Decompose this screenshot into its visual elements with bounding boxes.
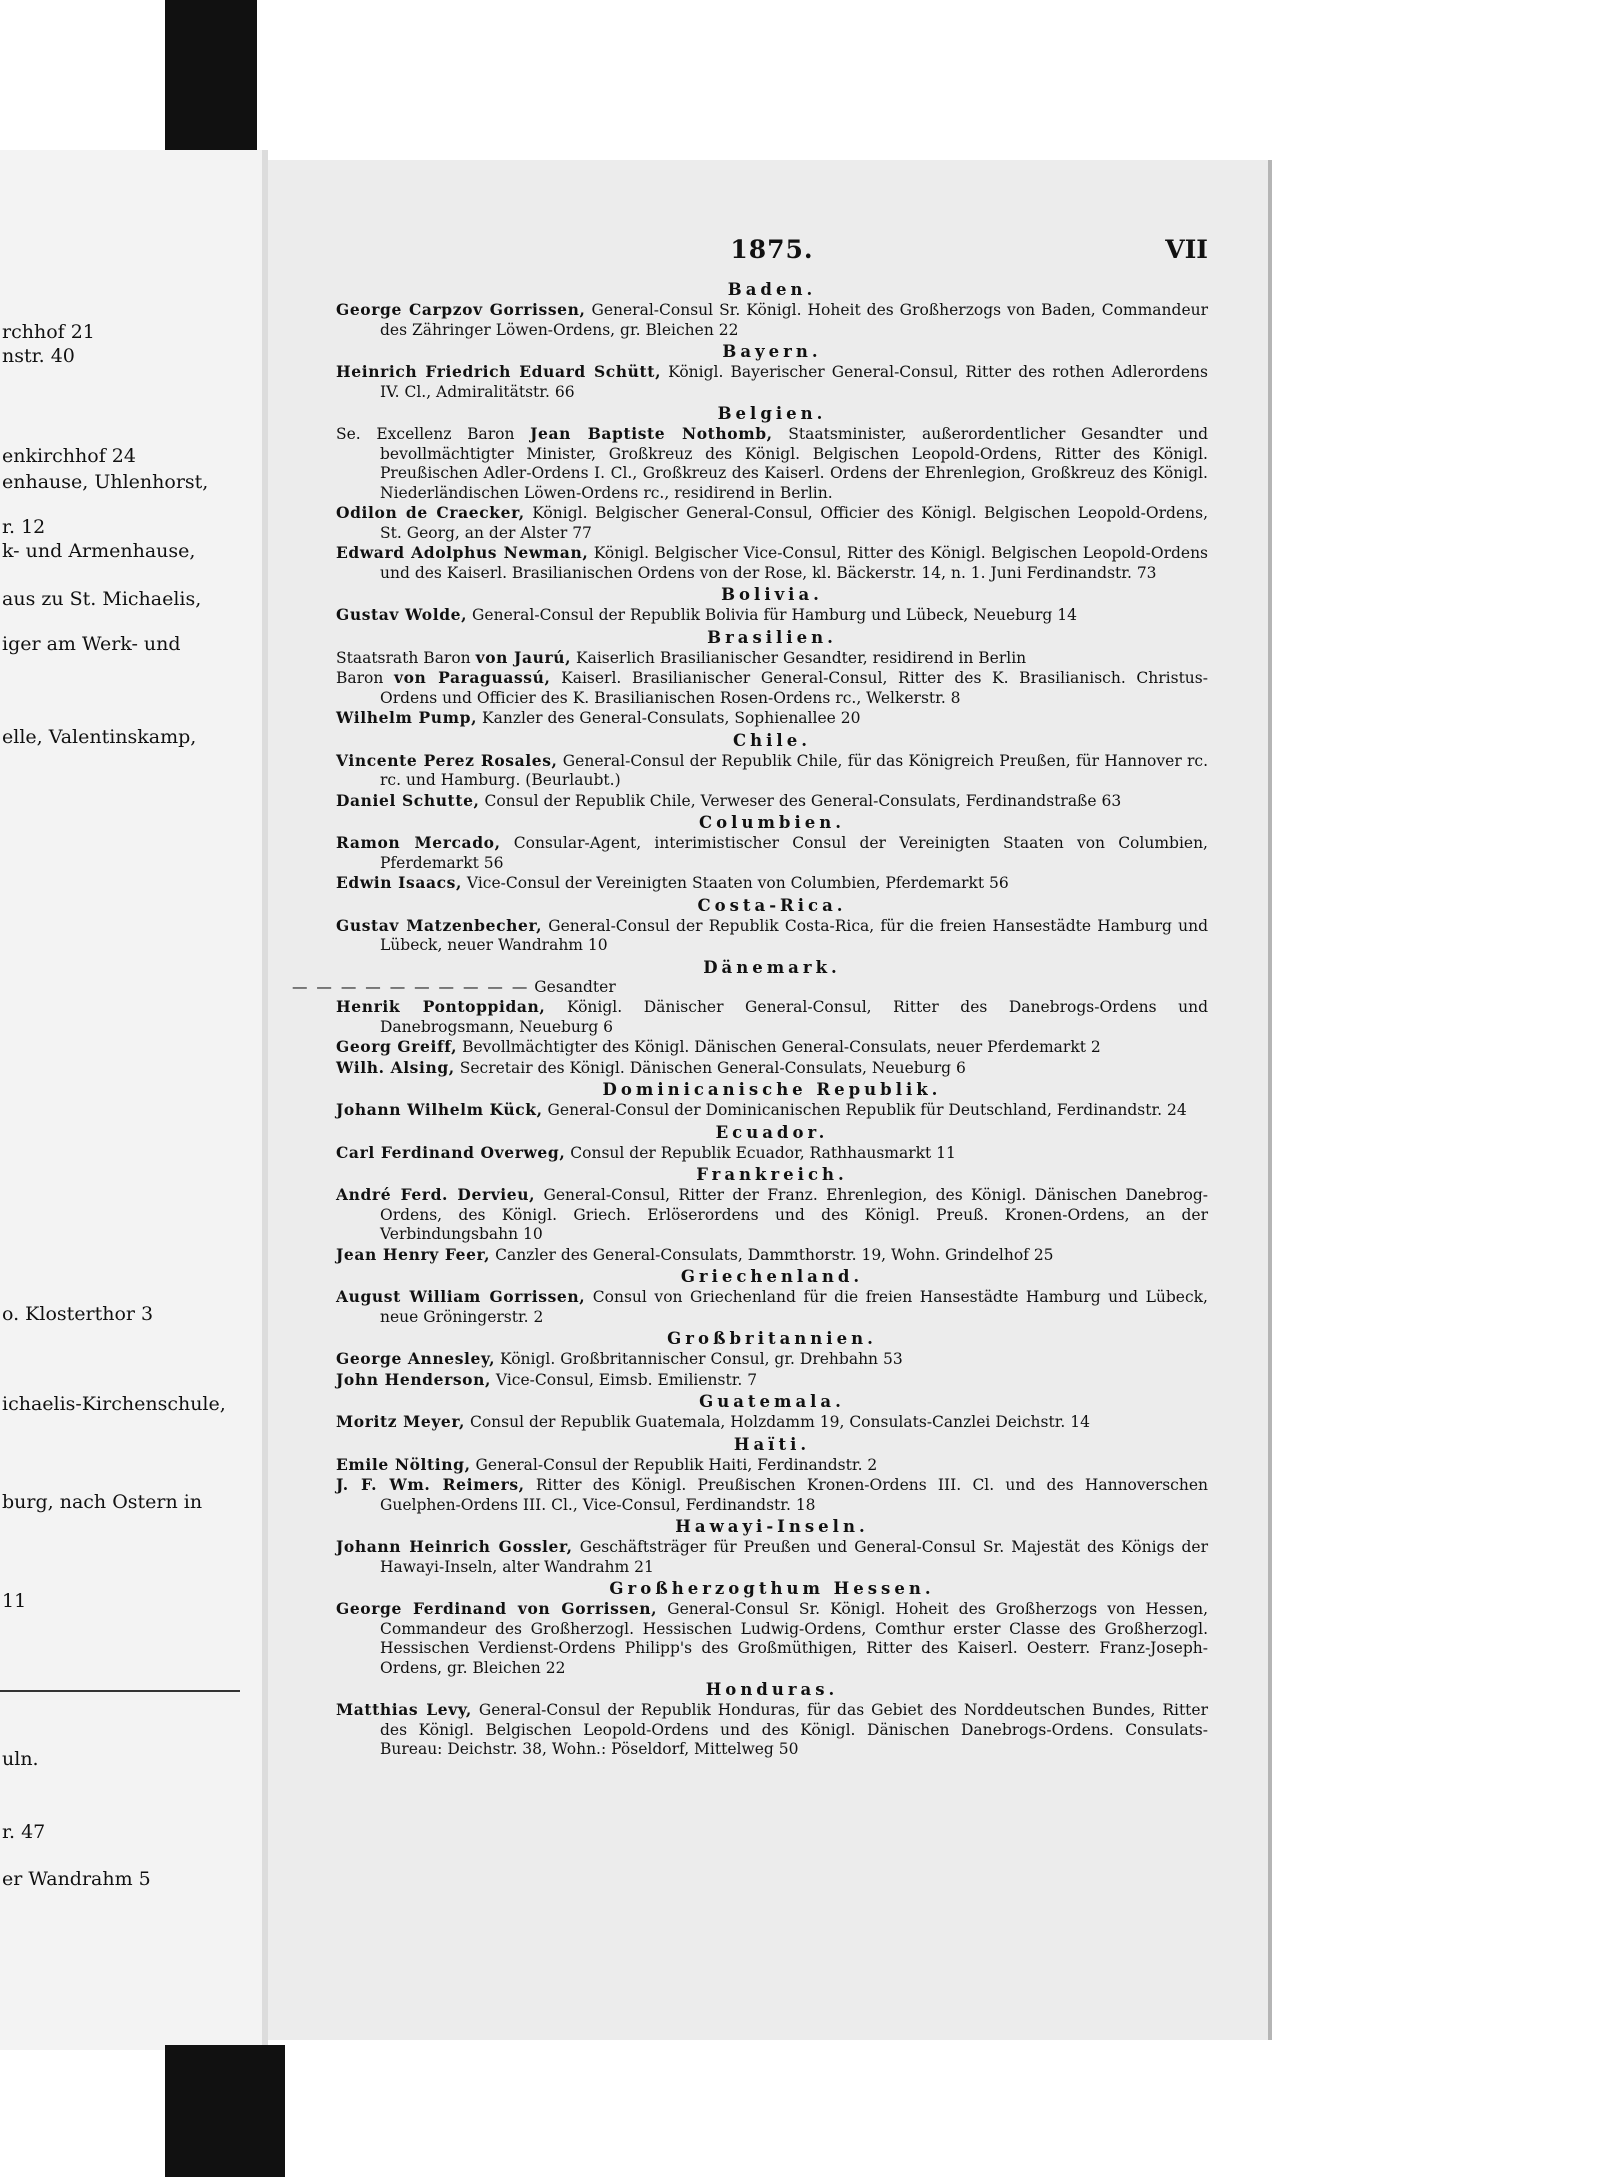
consul-details: Kaiserl. Brasilianischer General-Consul, Ritter des K. Brasilianisch. Christus-Ordens und Officier des K. Brasilianischen Rosen-Ordens rc., Welkerstr. 8	[380, 669, 1208, 707]
country-heading: Bolivia.	[721, 585, 823, 604]
consul-details: Geschäftsträger für Preußen und General-Consul Sr. Majestät des Königs der Hawayi-Inseln, alter Wandrahm 21	[380, 1538, 1208, 1576]
consul-entry	[336, 1287, 1208, 1327]
consul-entry	[336, 1100, 1208, 1121]
consul-name: Odilon de Craecker,	[336, 503, 525, 522]
consul-name: Jean Baptiste Nothomb,	[530, 424, 773, 443]
consul-name: Gustav Matzenbecher,	[336, 915, 543, 935]
left-line: iger am Werk- und	[2, 633, 181, 655]
country-heading: Costa-Rica.	[697, 895, 847, 915]
consul-name: Georg Greiff,	[336, 1037, 458, 1056]
country-heading: Griechenland.	[680, 1267, 864, 1286]
consul-entry	[336, 300, 1208, 340]
consul-entry	[336, 668, 1208, 708]
consul-name: André Ferd. Dervieu,	[336, 1185, 536, 1204]
consul-name: Moritz Meyer,	[336, 1412, 466, 1431]
consul-entry	[336, 1537, 1208, 1577]
consul-name: Emile Nölting,	[336, 1454, 471, 1474]
vacant-post-line	[292, 977, 1208, 998]
country-heading: Columbien.	[699, 813, 845, 832]
consul-details: General-Consul der Republik Bolivia für Hamburg und Lübeck, Neueburg 14	[467, 606, 1078, 624]
consul-details: Königl. Belgischer Vice-Consul, Ritter des Königl. Belgischen Leopold-Ordens und des Kaiserl. Brasilianischen Ordens von der Rose, kl. Bäckerstr. 14, n. 1. Juni Ferdinandstr. 73	[380, 544, 1209, 582]
country-heading: Haïti.	[733, 1434, 811, 1454]
country-heading: Bayern.	[722, 342, 822, 361]
consul-entry	[336, 997, 1208, 1037]
consul-name: J. F. Wm. Reimers,	[336, 1475, 525, 1494]
left-line: ichaelis-Kirchenschule,	[2, 1393, 226, 1415]
left-line: o. Klosterthor 3	[2, 1303, 154, 1325]
consul-entry	[336, 605, 1208, 626]
consul-details: Consul der Republik Chile, Verweser des General-Consulats, Ferdinandstraße 63	[479, 791, 1122, 810]
consul-entry	[336, 1599, 1208, 1678]
consul-entry	[336, 362, 1208, 402]
consul-details: General-Consul Sr. Königl. Hoheit des Großherzogs von Hessen, Commandeur des Großherzogl. Hessischen Ludwig-Ordens, Comthur erster Classe des Großherzogl. Hessischen Verdienst-Ordens Philipp's des Großmüthigen, Ritter des Kaiserl. Oesterr. Franz-Joseph-Ordens, gr. Bleichen 22	[380, 1600, 1208, 1677]
consul-name: Daniel Schutte,	[336, 790, 480, 810]
left-line: enkirchhof 24	[2, 445, 136, 467]
running-head	[336, 235, 1208, 278]
country-heading: Großherzogthum Hessen.	[609, 1579, 935, 1598]
consul-name: Johann Heinrich Gossler,	[336, 1537, 573, 1556]
consul-name: Henrik Pontoppidan,	[336, 997, 546, 1016]
consul-details: General-Consul der Republik Chile, für das Königreich Preußen, für Hannover rc. rc. und Hamburg. (Beurlaubt.)	[380, 751, 1208, 789]
consul-entry	[336, 1412, 1208, 1433]
country-heading: Belgien.	[717, 404, 827, 423]
country-heading: Guatemala.	[699, 1392, 845, 1411]
left-line: elle, Valentinskamp,	[2, 726, 197, 748]
consul-name: Gustav Wolde,	[336, 605, 468, 624]
consul-entry	[336, 1455, 1208, 1476]
page-year: 1875.	[730, 235, 814, 264]
consul-entry	[336, 791, 1208, 812]
consul-name: Ramon Mercado,	[336, 833, 501, 852]
consul-details: Königl. Belgischer General-Consul, Officier des Königl. Belgischen Leopold-Ordens, St. Georg, an der Alster 77	[380, 504, 1208, 542]
country-heading: Chile.	[733, 730, 811, 750]
consul-details: General-Consul der Dominicanischen Republik für Deutschland, Ferdinandstr. 24	[542, 1101, 1187, 1119]
consul-name: Edwin Isaacs,	[336, 873, 462, 892]
consul-entry	[336, 1143, 1208, 1164]
consul-entry	[336, 1349, 1208, 1370]
consul-details: Consul der Republik Ecuador, Rathhausmarkt 11	[565, 1143, 956, 1162]
left-line: k- und Armenhause,	[2, 540, 196, 562]
consul-entry	[336, 708, 1208, 729]
vacancy-dashes: — — — — — — — — — —	[292, 977, 530, 996]
scan-border-bottom	[165, 2045, 285, 2177]
page-content	[292, 235, 1209, 1760]
consul-entry	[336, 1185, 1208, 1245]
consul-details: General-Consul der Republik Costa-Rica, für die freien Hansestädte Hamburg und Lübeck, neuer Wandrahm 10	[380, 916, 1208, 954]
consul-details: Consul der Republik Guatemala, Holzdamm 19, Consulats-Canzlei Deichstr. 14	[465, 1413, 1091, 1431]
consul-name: von Paraguassú,	[394, 668, 551, 687]
consul-entry	[336, 1700, 1208, 1760]
consul-name: Heinrich Friedrich Eduard Schütt,	[336, 362, 662, 381]
consul-details: Kaiserlich Brasilianischer Gesandter, residirend in Berlin	[571, 648, 1027, 667]
consul-entry	[336, 424, 1208, 503]
consul-entry	[336, 503, 1208, 543]
entry-title-prefix: Se. Excellenz Baron	[336, 425, 531, 443]
country-heading: Ecuador.	[715, 1122, 829, 1142]
consul-entry	[336, 1037, 1208, 1058]
consul-directory	[292, 280, 1209, 1760]
left-line: enhause, Uhlenhorst,	[2, 471, 209, 493]
consul-details: General-Consul, Ritter der Franz. Ehrenlegion, des Königl. Dänischen Danebrog-Ordens, des Königl. Griech. Erlöserordens und des Königl. Preuß. Kronen-Ordens, an der Verbindungsbahn 10	[380, 1186, 1209, 1243]
consul-name: Carl Ferdinand Overweg,	[336, 1142, 566, 1162]
main-page	[268, 160, 1272, 2040]
facing-page-fragment	[0, 150, 265, 2050]
left-line: 11	[2, 1590, 27, 1612]
consul-entry	[336, 543, 1208, 583]
left-line: r. 47	[2, 1821, 46, 1843]
consul-name: George Carpzov Gorrissen,	[336, 300, 586, 319]
country-heading: Dominicanische Republik.	[602, 1080, 942, 1099]
country-heading: Dänemark.	[703, 957, 841, 977]
consul-details: General-Consul der Republik Honduras, für das Gebiet des Norddeutschen Bundes, Ritter des Königl. Belgischen Leopold-Ordens und des Königl. Dänischen Danebrogs-Ordens. Consulats-Bureau: Deichstr. 38, Wohn.: Pöseldorf, Mittelweg 50	[380, 1701, 1208, 1758]
consul-entry	[336, 916, 1208, 956]
consul-entry	[336, 1058, 1208, 1079]
consul-name: von Jaurú,	[475, 647, 572, 667]
scan-border-top	[165, 0, 257, 150]
left-line: er Wandrahm 5	[2, 1868, 151, 1890]
country-heading: Honduras.	[705, 1680, 839, 1699]
consul-details: Consul von Griechenland für die freien Hansestädte Hamburg und Lübeck, neue Gröningerstr. 2	[380, 1288, 1208, 1326]
consul-name: Vincente Perez Rosales,	[336, 750, 558, 770]
left-divider	[0, 1690, 240, 1692]
left-line: aus zu St. Michaelis,	[2, 588, 202, 610]
left-line: uln.	[2, 1748, 39, 1770]
consul-name: Wilh. Alsing,	[336, 1057, 455, 1077]
consul-name: George Ferdinand von Gorrissen,	[336, 1599, 658, 1618]
left-line: rchhof 21	[2, 321, 95, 343]
consul-details: Staatsminister, außerordentlicher Gesandter und bevollmächtigter Minister, Großkreuz des Königl. Belgischen Leopold-Ordens, Ritter des Königl. Preußischen Adler-Ordens I. Cl., Großkreuz des Kaiserl. Ordens der Ehrenlegion, Großkreuz des Königl. Niederländischen Löwen-Ordens rc., residirend in Berlin.	[380, 425, 1208, 502]
entry-title-prefix: Staatsrath Baron	[336, 648, 476, 667]
country-heading: Baden.	[727, 280, 817, 299]
country-heading: Großbritannien.	[667, 1329, 877, 1348]
consul-details: Secretair des Königl. Dänischen General-Consulats, Neueburg 6	[454, 1058, 966, 1077]
consul-name: Wilhelm Pump,	[336, 708, 478, 727]
consul-name: Jean Henry Feer,	[336, 1244, 491, 1264]
consul-details: Bevollmächtigter des Königl. Dänischen General-Consulats, neuer Pferdemarkt 2	[457, 1038, 1101, 1056]
consul-name: August William Gorrissen,	[336, 1287, 586, 1306]
consul-entry	[336, 1475, 1208, 1515]
consul-details: Vice-Consul, Eimsb. Emilienstr. 7	[490, 1370, 758, 1389]
consul-details: Kanzler des General-Consulats, Sophienallee 20	[477, 709, 861, 727]
left-line: r. 12	[2, 516, 46, 538]
consul-entry	[336, 1245, 1208, 1266]
consul-entry	[336, 873, 1208, 894]
consul-details: Königl. Großbritannischer Consul, gr. Drehbahn 53	[495, 1350, 903, 1368]
consul-name: Johann Wilhelm Kück,	[336, 1100, 543, 1119]
consul-details: General-Consul der Republik Haiti, Ferdinandstr. 2	[470, 1455, 878, 1474]
country-heading: Frankreich.	[696, 1165, 848, 1184]
consul-details: General-Consul Sr. Königl. Hoheit des Großherzogs von Baden, Commandeur des Zähringer Löwen-Ordens, gr. Bleichen 22	[380, 301, 1209, 339]
consul-details: Canzler des General-Consulats, Dammthorstr. 19, Wohn. Grindelhof 25	[490, 1245, 1054, 1264]
consul-entry	[336, 751, 1208, 791]
vacancy-label: Gesandter	[529, 977, 616, 996]
country-heading: Hawayi-Inseln.	[675, 1517, 869, 1536]
left-line: nstr. 40	[2, 345, 75, 367]
consul-details: Ritter des Königl. Preußischen Kronen-Ordens III. Cl. und des Hannoverschen Guelphen-Ordens III. Cl., Vice-Consul, Ferdinandstr. 18	[380, 1476, 1208, 1514]
consul-name: John Henderson,	[336, 1369, 491, 1389]
consul-name: George Annesley,	[336, 1349, 496, 1368]
consul-details: Consular-Agent, interimistischer Consul der Vereinigten Staaten von Columbien, Pferdemarkt 56	[380, 834, 1208, 872]
consul-entry	[336, 833, 1208, 873]
consul-name: Matthias Levy,	[336, 1700, 472, 1719]
consul-details: Königl. Dänischer General-Consul, Ritter des Danebrogs-Ordens und Danebrogsmann, Neueburg 6	[380, 998, 1208, 1036]
country-heading: Brasilien.	[707, 627, 837, 647]
consul-name: Edward Adolphus Newman,	[336, 543, 589, 562]
consul-details: Königl. Bayerischer General-Consul, Ritter des rothen Adlerordens IV. Cl., Admiralitätstr. 66	[380, 363, 1208, 401]
consul-entry	[336, 1370, 1208, 1391]
page-number: VII	[1165, 235, 1208, 264]
left-line: burg, nach Ostern in	[2, 1491, 203, 1513]
entry-title-prefix: Baron	[336, 669, 394, 687]
consul-entry	[336, 648, 1208, 669]
consul-details: Vice-Consul der Vereinigten Staaten von Columbien, Pferdemarkt 56	[461, 874, 1009, 892]
